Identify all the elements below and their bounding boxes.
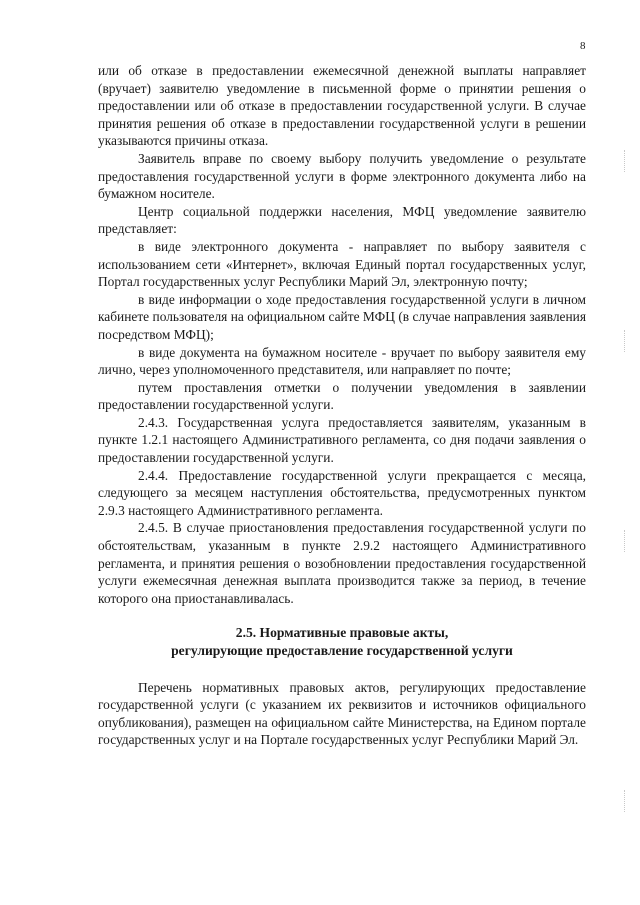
paragraph: или об отказе в предоставлении ежемесячной денежной выплаты направляет (вручает) заявителю уведомление в письменной форме о принятии решения о предоставлении или об отказе в предоставлении государственной услуги. В случае принятия решения об отказе в предоставлении государственной услуги в решении указываются причины отказа. — [98, 63, 586, 149]
paragraph: в виде документа на бумажном носителе - вручает по выбору заявителя ему лично, через уполномоченного представителя, или направляет по почте; — [98, 344, 586, 378]
section-heading — [98, 607, 586, 678]
scan-margin-mark — [624, 150, 626, 172]
scan-margin-mark — [624, 330, 626, 352]
page-number: 8 — [580, 40, 586, 52]
paragraph: Перечень нормативных правовых актов, регулирующих предоставление государственной услуги (с указанием их реквизитов и источников официального опубликования), размещен на официальном сайте Министерства, на Едином портале государственных услуг и на Портале государственных услуг Республики Марий Эл. — [98, 679, 586, 748]
paragraph: Заявитель вправе по своему выбору получить уведомление о результате предоставления государственной услуги в форме электронного документа либо на бумажном носителе. — [98, 150, 586, 202]
scan-margin-mark — [624, 530, 626, 552]
paragraph: 2.4.4. Предоставление государственной услуги прекращается с месяца, следующего за месяцем наступления обстоятельства, предусмотренных пунктом 2.9.3 настоящего Административного регламента. — [98, 467, 586, 518]
paragraph: путем проставления отметки о получении уведомления в заявлении предоставлении государственной услуги. — [98, 379, 586, 413]
paragraph: 2.4.3. Государственная услуга предоставляется заявителям, указанным в пункте 1.2.1 настоящего Административного регламента, со дня подачи заявления о предоставлении государственной услуги. — [98, 414, 586, 466]
paragraph: в виде информации о ходе предоставления государственной услуги в личном кабинете пользователя на официальном сайте МФЦ (в случае направления заявления посредством МФЦ); — [98, 291, 586, 342]
section-heading-line2: регулирующие предоставление государственной услуги — [171, 643, 513, 658]
paragraph: в виде электронного документа - направляет по выбору заявителя с использованием сети «Интернет», включая Единый портал государственных услуг, Портал государственных услуг Республики Марий Эл, электронную почту; — [98, 238, 586, 290]
scan-margin-mark — [624, 790, 626, 812]
section-heading-line1: 2.5. Нормативные правовые акты, — [235, 625, 449, 641]
document-body — [98, 62, 586, 749]
paragraph: 2.4.5. В случае приостановления предоставления государственной услуги по обстоятельствам, указанным в пункте 2.9.2 настоящего Административного регламента, и принятия решения о возобновлении предоставления государственной услуги ежемесячная денежная выплата производится также за период, в течение которого она приостанавливалась. — [98, 520, 586, 606]
paragraph: Центр социальной поддержки населения, МФЦ уведомление заявителю представляет: — [98, 203, 586, 237]
